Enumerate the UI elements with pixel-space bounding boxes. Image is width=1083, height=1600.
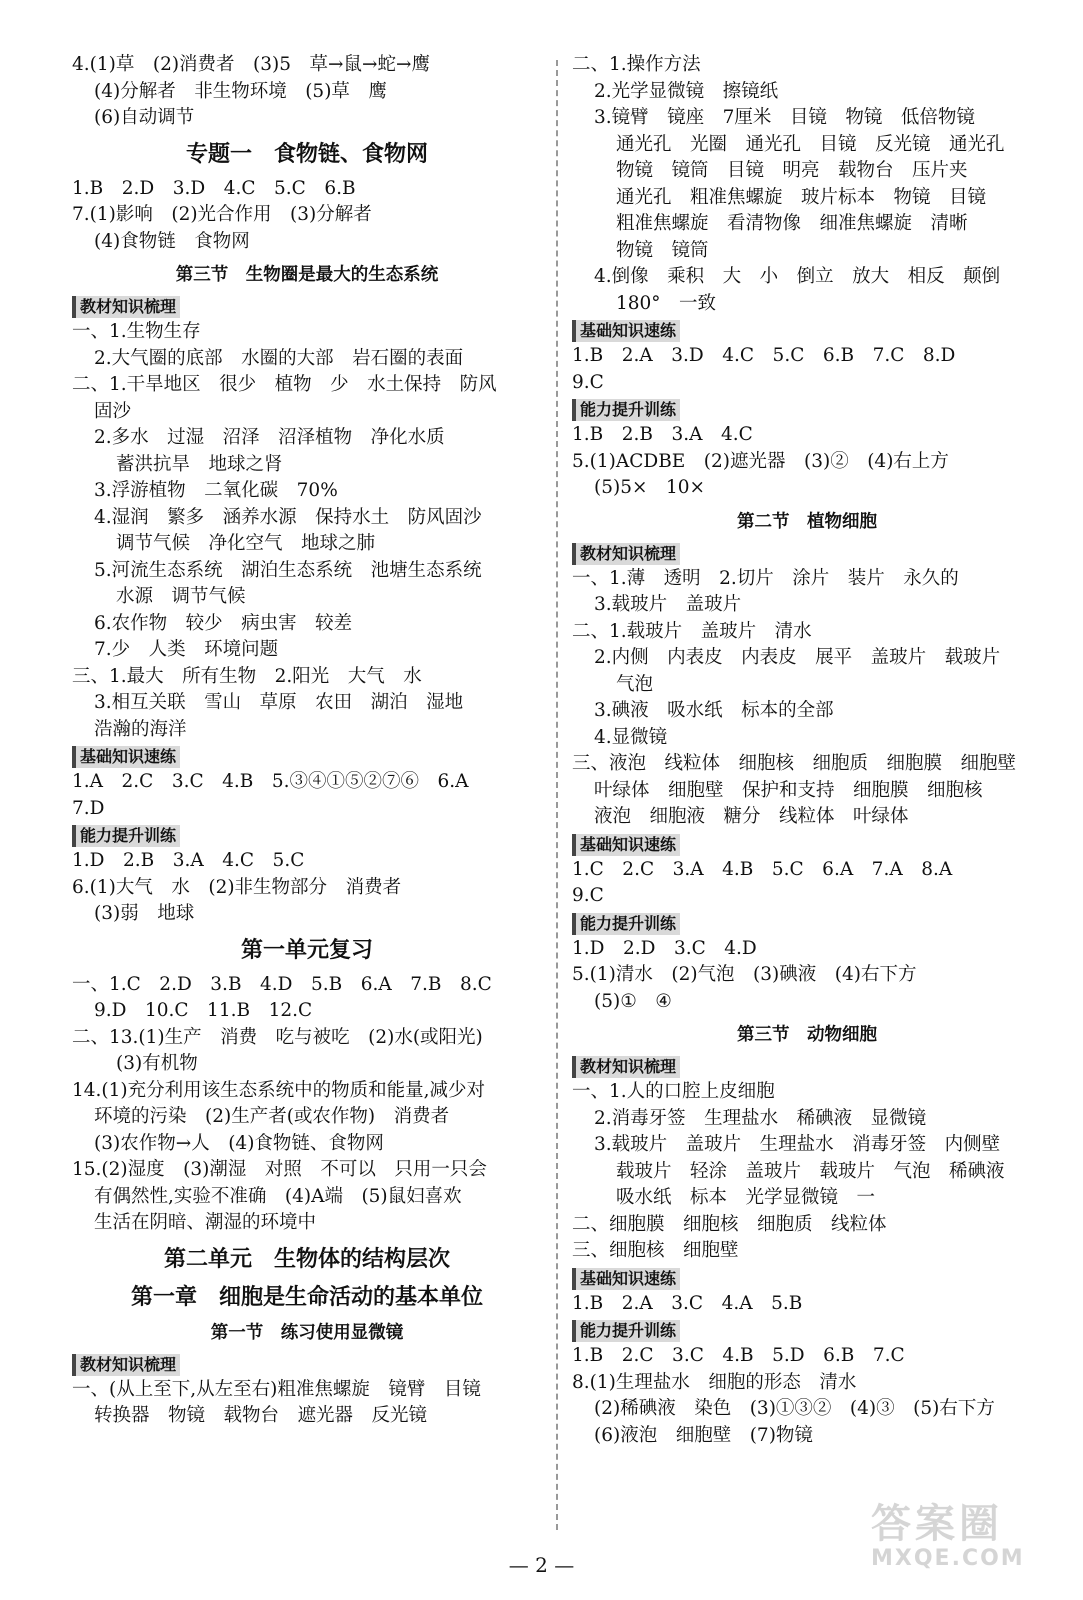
answer-line: 1.B 2.D 3.D 4.C 5.C 6.B [72,177,356,199]
answer-line: 水源 调节气候 [116,586,246,607]
label-tag-row [72,1351,542,1377]
label-tag: 教材知识梳理 [72,296,180,318]
subsection-heading: 第三节 动物细胞 [737,1025,877,1045]
answer-line: 1.B 2.B 3.A 4.C [572,424,753,445]
label-tag: 能力提升训练 [72,825,180,847]
label-tag-row [72,743,542,769]
label-tag: 教材知识梳理 [572,543,680,565]
label-tag: 教材知识梳理 [72,1354,180,1376]
answer-line: 1.B 2.C 3.C 4.B 5.D 6.B 7.C [572,1345,905,1366]
section-heading: 第一章 细胞是生命活动的基本单位 [130,1284,483,1310]
page-number: — 2 — [508,1553,575,1577]
answer-line: 6.(1)大气 水 (2)非生物部分 消费者 [72,876,402,898]
label-tag-row [572,1053,1042,1079]
label-tag-row [572,1317,1042,1343]
column-divider [556,60,558,1530]
subsection-heading: 第一节 练习使用显微镜 [210,1322,404,1343]
section-heading: 第二单元 生物体的结构层次 [163,1246,450,1272]
label-tag-row [572,1265,1042,1291]
answer-line: 载玻片 轻涂 盖玻片 载玻片 气泡 稀碘液 [616,1160,1005,1182]
answer-line: 3.镜臂 镜座 7厘米 目镜 物镜 低倍物镜 [594,107,975,128]
answer-line: 9.C [572,371,604,393]
label-tag: 基础知识速练 [572,320,680,342]
answer-line: 叶绿体 细胞壁 保护和支持 细胞膜 细胞核 [594,779,983,801]
answer-line: (3)农作物→人 (4)食物链、食物网 [94,1132,384,1154]
answer-line: 3.载玻片 盖玻片 生理盐水 消毒牙签 内侧壁 [594,1134,1001,1155]
answer-line: (2)稀碘液 染色 (3)①③② (4)③ (5)右下方 [594,1398,995,1419]
answer-line: 5.(1)清水 (2)气泡 (3)碘液 (4)右下方 [572,964,917,985]
answer-line: 一、1.生物生存 [72,321,201,342]
answer-line: 3.浮游植物 二氧化碳 70% [94,480,338,501]
right-column [572,52,1042,1449]
label-tag-row [572,540,1042,566]
answer-line: 4.倒像 乘积 大 小 倒立 放大 相反 颠倒 [594,266,1001,287]
answer-line: 6.农作物 较少 病虫害 较差 [94,612,353,634]
answer-line: 液泡 细胞液 糖分 线粒体 叶绿体 [594,806,909,827]
answer-line: 2.内侧 内表皮 内表皮 展平 盖玻片 载玻片 [594,647,1001,668]
answer-line: 1.C 2.C 3.A 4.B 5.C 6.A 7.A 8.A [572,858,953,880]
answer-line: (4)分解者 非生物环境 (5)草 鹰 [94,80,387,102]
answer-line: 调节气候 净化空气 地球之肺 [116,533,376,554]
answer-line: 15.(2)湿度 (3)潮湿 对照 不可以 只用一只会 [72,1159,487,1180]
answer-line: 1.D 2.B 3.A 4.C 5.C [72,850,305,871]
answer-line: 14.(1)充分利用该生态系统中的物质和能量,减少对 [72,1079,486,1101]
answer-line: 二、1.干旱地区 很少 植物 少 水土保持 防风 [72,374,497,395]
answer-line: 通光孔 光圈 通光孔 目镜 反光镜 通光孔 [616,133,1005,155]
answer-line: 180° 一致 [616,292,717,314]
answer-line: (3)有机物 [116,1053,198,1074]
answer-line: 转换器 物镜 载物台 遮光器 反光镜 [94,1405,428,1426]
label-tag: 能力提升训练 [572,399,680,421]
answer-line: 环境的污染 (2)生产者(或农作物) 消费者 [94,1106,450,1127]
watermark-bottom: MXQE.COM [871,1546,1025,1571]
answer-line: 吸水纸 标本 光学显微镜 一 [616,1187,876,1208]
answer-line: 7.少 人类 环境问题 [94,639,279,660]
label-tag: 基础知识速练 [72,746,180,768]
answer-line: (6)液泡 细胞壁 (7)物镜 [594,1424,813,1446]
section-heading: 第一单元复习 [240,937,373,963]
answer-line: 1.B 2.A 3.D 4.C 5.C 6.B 7.C 8.D [572,345,956,366]
answer-line: 1.B 2.A 3.C 4.A 5.B [572,1292,803,1314]
answer-line: 粗准焦螺旋 看清物像 细准焦螺旋 清晰 [616,213,968,234]
answer-line: (3)弱 地球 [94,903,195,924]
answer-line: 三、细胞核 细胞壁 [572,1240,739,1261]
answer-line: 二、细胞膜 细胞核 细胞质 线粒体 [572,1213,887,1235]
answer-line: 2.多水 过湿 沼泽 沼泽植物 净化水质 [94,427,445,448]
answer-line: 4.显微镜 [594,726,668,748]
left-column [72,52,542,1430]
answer-line: (6)自动调节 [94,107,195,128]
answer-line: 二、1.载玻片 盖玻片 清水 [572,620,812,642]
answer-line: 2.消毒牙签 生理盐水 稀碘液 显微镜 [594,1107,927,1129]
answer-line: 3.碘液 吸水纸 标本的全部 [594,700,834,721]
answer-line: 2.大气圈的底部 水圈的大部 岩石圈的表面 [94,347,464,369]
label-tag-row [572,317,1042,343]
answer-line: 生活在阴暗、潮湿的环境中 [94,1212,317,1233]
answer-line: 一、1.C 2.D 3.B 4.D 5.B 6.A 7.B 8.C [72,973,492,995]
label-tag-row [72,293,542,319]
answer-line: (5)① ④ [594,990,672,1012]
answer-line: 4.(1)草 (2)消费者 (3)5 草→鼠→蛇→鹰 [72,54,431,75]
label-tag-row [72,822,542,848]
answer-line: 有偶然性,实验不准确 (4)A端 (5)鼠妇喜欢 [94,1185,462,1207]
answer-line: 7.(1)影响 (2)光合作用 (3)分解者 [72,204,372,225]
section-heading: 专题一 食物链、食物网 [185,141,428,167]
answer-line: 一、1.人的口腔上皮细胞 [572,1081,775,1102]
answer-line: 1.D 2.D 3.C 4.D [572,937,757,959]
answer-line: 8.(1)生理盐水 细胞的形态 清水 [572,1371,857,1393]
answer-line: 物镜 镜筒 [616,239,709,261]
answer-line: 浩瀚的海洋 [94,718,187,740]
label-tag: 能力提升训练 [572,1320,680,1342]
answer-line: 固沙 [94,400,132,422]
answer-line: 三、液泡 线粒体 细胞核 细胞质 细胞膜 细胞壁 [572,753,1017,774]
answer-line: 9.D 10.C 11.B 12.C [94,1000,313,1021]
answer-line: 二、13.(1)生产 消费 吃与被吃 (2)水(或阳光) [72,1026,483,1048]
answer-line: 5.(1)ACDBE (2)遮光器 (3)② (4)右上方 [572,450,949,472]
label-tag: 教材知识梳理 [572,1056,680,1078]
answer-line: 二、1.操作方法 [572,54,701,75]
label-tag: 基础知识速练 [572,834,680,856]
subsection-heading: 第二节 植物细胞 [737,511,877,532]
label-tag: 基础知识速练 [572,1268,680,1290]
answer-line: 气泡 [616,673,654,695]
watermark-logo [871,1502,1061,1582]
answer-line: 三、1.最大 所有生物 2.阳光 大气 水 [72,665,422,687]
answer-line: (5)5× 10× [594,477,706,498]
answer-line: 物镜 镜筒 目镜 明亮 载物台 压片夹 [616,160,968,181]
watermark-top: 答案圈 [871,1501,1003,1547]
answer-line: 蓄洪抗旱 地球之肾 [116,453,283,475]
answer-line: 5.河流生态系统 湖泊生态系统 池塘生态系统 [94,559,482,581]
answer-line: 一、(从上至下,从左至右)粗准焦螺旋 镜臂 目镜 [72,1378,481,1400]
answer-line: 3.载玻片 盖玻片 [594,594,742,615]
label-tag-row [572,396,1042,422]
answer-line: (4)食物链 食物网 [94,230,250,252]
answer-line: 2.光学显微镜 擦镜纸 [594,80,779,102]
label-tag-row [572,831,1042,857]
subsection-heading: 第三节 生物圈是最大的生态系统 [175,265,439,285]
label-tag-row [572,910,1042,936]
answer-line: 9.C [572,885,604,906]
answer-line: 4.湿润 繁多 涵养水源 保持水土 防风固沙 [94,506,482,528]
label-tag: 能力提升训练 [572,913,680,935]
answer-line: 一、1.薄 透明 2.切片 涂片 装片 永久的 [572,567,959,589]
answer-line: 3.相互关联 雪山 草原 农田 湖泊 湿地 [94,692,464,713]
answer-line: 7.D [72,797,105,819]
answer-line: 通光孔 粗准焦螺旋 玻片标本 物镜 目镜 [616,186,987,208]
answer-line: 1.A 2.C 3.C 4.B 5.③④①⑤②⑦⑥ 6.A [72,771,469,792]
